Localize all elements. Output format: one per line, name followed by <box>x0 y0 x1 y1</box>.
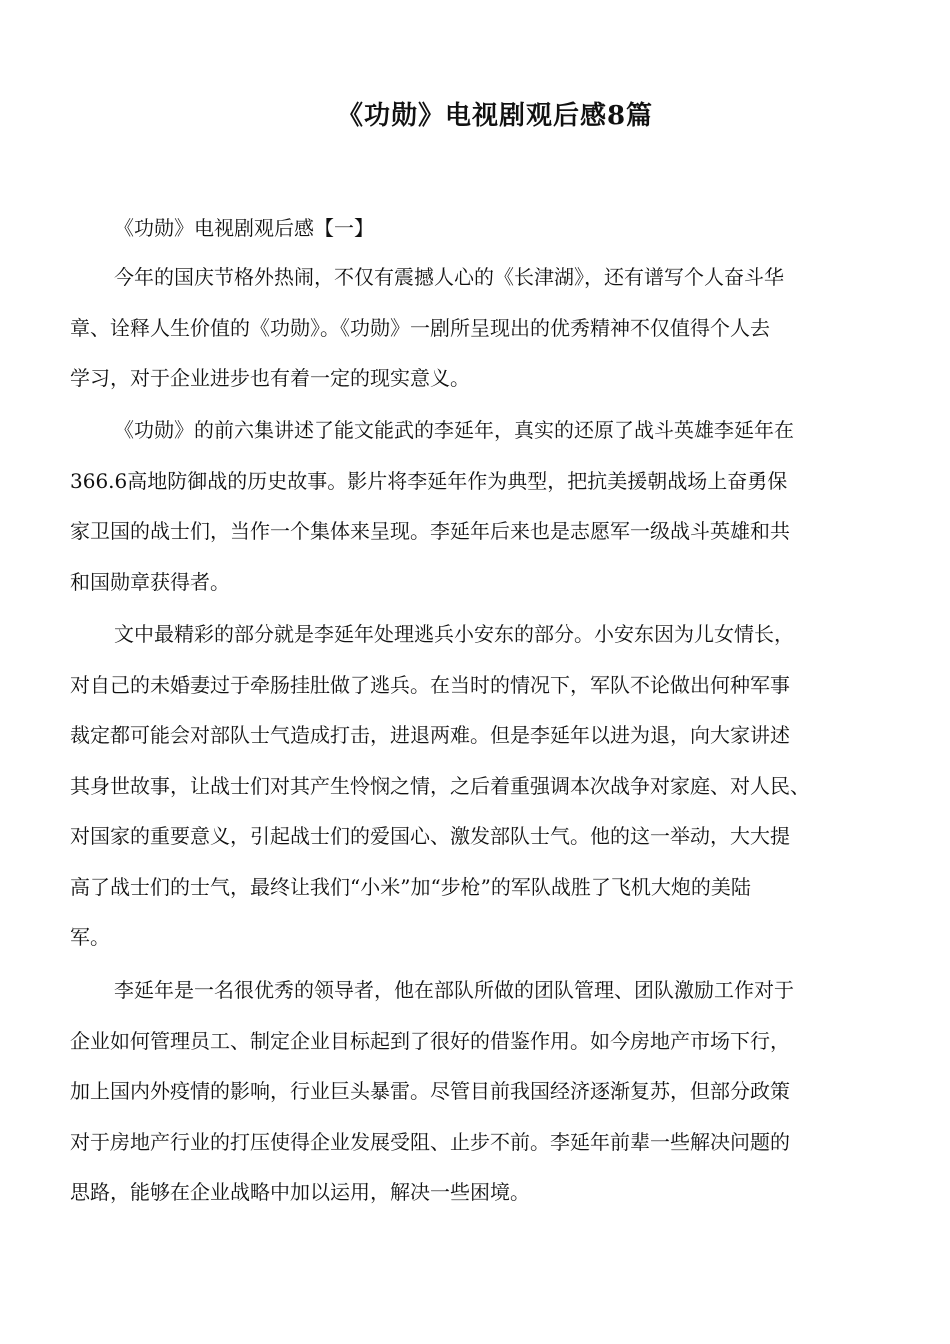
paragraph-line: 加上国内外疫情的影响，行业巨头暴雷。尽管目前我国经济逐渐复苏，但部分政策 <box>70 1079 790 1103</box>
paragraph-line: 今年的国庆节格外热闹，不仅有震撼人心的《长津湖》，还有谱写个人奋斗华 <box>114 265 784 289</box>
paragraph-line: 和国勋章获得者。 <box>70 569 230 594</box>
paragraph-line: 思路，能够在企业战略中加以运用，解决一些困境。 <box>70 1180 530 1204</box>
paragraph-3 <box>70 618 890 972</box>
paragraph-line: 李延年是一名很优秀的领导者，他在部队所做的团队管理、团队激励工作对于 <box>114 978 794 1002</box>
paragraph-line: 文中最精彩的部分就是李延年处理逃兵小安东的部分。小安东因为儿女情长， <box>114 622 794 646</box>
paragraph-line: 家卫国的战士们，当作一个集体来呈现。李延年后来也是志愿军一级战斗英雄和共 <box>70 519 790 543</box>
paragraph-line: 学习，对于企业进步也有着一定的现实意义。 <box>70 366 470 390</box>
paragraph-line: 企业如何管理员工、制定企业目标起到了很好的借鉴作用。如今房地产市场下行， <box>70 1028 790 1053</box>
paragraph-line: 章、诠释人生价值的《功勋》。《功勋》一剧所呈现出的优秀精神不仅值得个人去 <box>70 315 770 340</box>
paragraph-line: 对自己的未婚妻过于牵肠挂肚做了逃兵。在当时的情况下，军队不论做出何种军事 <box>70 672 790 697</box>
paragraph-line: 《功勋》的前六集讲述了能文能武的李延年，真实的还原了战斗英雄李延年在 <box>114 418 794 442</box>
paragraph-line: 对于房地产行业的打压使得企业发展受阻、止步不前。李延年前辈一些解决问题的 <box>70 1129 790 1154</box>
document-title: 《功勋》电视剧观后感8篇 <box>336 101 654 131</box>
section-heading: 《功勋》电视剧观后感【一】 <box>114 216 374 240</box>
paragraph-line: 366.6高地防御战的历史故事。影片将李延年作为典型，把抗美援朝战场上奋勇保 <box>70 468 788 493</box>
paragraph-line: 其身世故事，让战士们对其产生怜悯之情，之后着重强调本次战争对家庭、对人民、 <box>70 773 810 798</box>
paragraph-1 <box>70 261 890 413</box>
paragraph-line: 军。 <box>70 925 110 949</box>
paragraph-line: 裁定都可能会对部队士气造成打击，进退两难。但是李延年以进为退，向大家讲述 <box>70 723 790 747</box>
paragraph-4 <box>70 974 890 1227</box>
paragraph-line: 对国家的重要意义，引起战士们的爱国心、激发部队士气。他的这一举动，大大提 <box>70 824 790 848</box>
paragraph-2 <box>70 414 890 616</box>
paragraph-line: 高了战士们的士气，最终让我们“小米”加“步枪”的军队战胜了飞机大炮的美陆 <box>70 874 751 899</box>
